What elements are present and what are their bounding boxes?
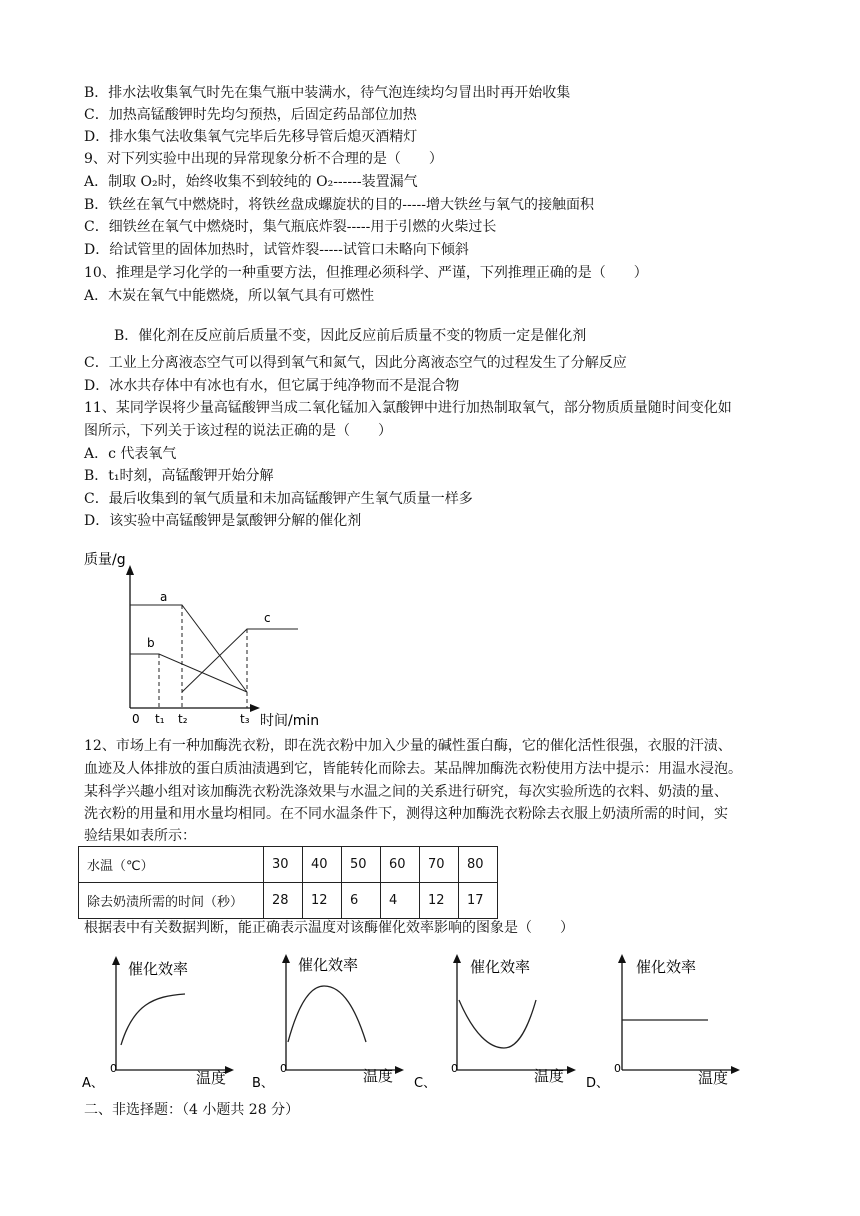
table-cell: 30 xyxy=(264,847,303,883)
q11-y-arrow xyxy=(126,565,134,575)
table-cell: 60 xyxy=(381,847,420,883)
table-cell: 50 xyxy=(342,847,381,883)
graph-d-option: D、 xyxy=(586,1076,610,1091)
q12-stem-line5: 验结果如表所示： xyxy=(84,828,196,844)
q10-option-c: C．工业上分离液态空气可以得到氧气和氮气，因此分离液态空气的过程发生了分解反应 xyxy=(84,355,627,371)
graph-c-origin: 0 xyxy=(451,1062,458,1075)
q9-option-d: D．给试管里的固体加热时，试管炸裂-----试管口未略向下倾斜 xyxy=(84,242,469,258)
q11-tick-t2: t₂ xyxy=(178,712,188,726)
q11-label-b: b xyxy=(147,636,155,650)
graph-a-y-label: 催化效率 xyxy=(128,960,189,978)
table-cell: 6 xyxy=(342,883,381,919)
table-header-water-temp: 水温（℃） xyxy=(79,847,264,883)
graph-c-option: C、 xyxy=(414,1076,437,1091)
q12-stem-line2: 血迹及人体排放的蛋白质油渍遇到它，皆能转化而除去。某品牌加酶洗衣粉使用方法中提示：用温水浸泡。 xyxy=(84,761,742,777)
graph-a-curve xyxy=(121,994,185,1045)
q9-option-c: C．细铁丝在氧气中燃烧时，集气瓶底炸裂-----用于引燃的火柴过长 xyxy=(84,219,497,235)
graph-b-x-label: 温度 xyxy=(363,1067,394,1085)
q10-stem: 10、推理是学习化学的一种重要方法，但推理必须科学、严谨，下列推理正确的是（ ） xyxy=(84,265,648,281)
q11-tick-t3: t₃ xyxy=(240,712,250,726)
graph-d-origin: 0 xyxy=(614,1062,621,1075)
graph-a-x-arrow xyxy=(225,1066,234,1074)
q11-stem-line1: 11、某同学误将少量高锰酸钾当成二氧化锰加入氯酸钾中进行加热制取氧气，部分物质质量随时间变化如 xyxy=(84,400,732,416)
q9-stem: 9、对下列实验中出现的异常现象分析不合理的是（ ） xyxy=(84,151,443,167)
graph-d-x-arrow xyxy=(731,1066,740,1074)
q11-origin-label: 0 xyxy=(132,712,140,726)
graph-c-x-label: 温度 xyxy=(534,1067,565,1085)
graph-c-y-label: 催化效率 xyxy=(470,958,531,976)
q12-question: 根据表中有关数据判断，能正确表示温度对该酶催化效率影响的图象是（ ） xyxy=(84,920,574,936)
graph-b-y-arrow xyxy=(282,954,290,963)
graph-c-y-arrow xyxy=(453,954,461,963)
q12-data-table xyxy=(78,846,498,919)
graph-a-origin: 0 xyxy=(110,1062,117,1075)
q11-x-arrow xyxy=(250,704,260,712)
q10-option-b: B．催化剂在反应前后质量不变，因此反应前后质量不变的物质一定是催化剂 xyxy=(114,328,587,344)
graph-b-origin: 0 xyxy=(280,1062,287,1075)
q10-option-d: D．冰水共存体中有冰也有水，但它属于纯净物而不是混合物 xyxy=(84,378,460,394)
table-cell: 70 xyxy=(420,847,459,883)
table-header-time: 除去奶渍所需的时间（秒） xyxy=(79,883,264,919)
q12-stem-line3: 某科学兴趣小组对该加酶洗衣粉洗涤效果与水温之间的关系进行研究，每次实验所选的衣料、奶渍的量、 xyxy=(84,784,728,800)
table-row xyxy=(79,847,498,883)
q11-label-a: a xyxy=(160,590,168,604)
table-row xyxy=(79,883,498,919)
q12-graph-a xyxy=(78,950,258,1090)
table-cell: 28 xyxy=(264,883,303,919)
q12-graph-c xyxy=(412,950,592,1090)
q10-option-a: A．木炭在氧气中能燃烧，所以氧气具有可燃性 xyxy=(84,288,375,304)
q11-option-d: D．该实验中高锰酸钾是氯酸钾分解的催化剂 xyxy=(84,513,362,529)
q12-stem-line4: 洗衣粉的用量和用水量均相同。在不同水温条件下，测得这种加酶洗衣粉除去衣服上奶渍所需的时间，实 xyxy=(84,806,728,822)
section-2-heading: 二、非选择题：（4 小题共 28 分） xyxy=(84,1102,300,1118)
q11-mass-time-figure xyxy=(80,545,340,735)
q11-option-b: B．t₁时刻，高锰酸钾开始分解 xyxy=(84,468,274,484)
graph-d-y-arrow xyxy=(618,954,626,963)
table-cell: 40 xyxy=(303,847,342,883)
graph-a-y-arrow xyxy=(112,956,120,965)
q12-graph-b xyxy=(248,950,428,1090)
graph-a-option: A、 xyxy=(82,1076,104,1091)
q11-y-axis-label: 质量/g xyxy=(84,552,126,568)
q11-stem-line2: 图所示，下列关于该过程的说法正确的是（ ） xyxy=(84,423,392,439)
graph-a-x-label: 温度 xyxy=(196,1069,227,1087)
graph-b-option: B、 xyxy=(252,1076,274,1091)
table-cell: 17 xyxy=(459,883,498,919)
q8-option-d: D．排水集气法收集氧气完毕后先移导管后熄灭酒精灯 xyxy=(84,129,418,145)
q9-option-a: A．制取 O₂时，始终收集不到较纯的 O₂------装置漏气 xyxy=(84,174,418,190)
q9-option-b: B．铁丝在氧气中燃烧时，将铁丝盘成螺旋状的目的-----增大铁丝与氧气的接触面积 xyxy=(84,197,594,213)
table-cell: 80 xyxy=(459,847,498,883)
graph-b-x-arrow xyxy=(395,1066,404,1074)
q11-label-c: c xyxy=(264,611,271,625)
table-cell: 12 xyxy=(303,883,342,919)
table-cell: 12 xyxy=(420,883,459,919)
graph-d-y-label: 催化效率 xyxy=(636,958,697,976)
q11-tick-t1: t₁ xyxy=(155,712,165,726)
q8-option-c: C．加热高锰酸钾时先均匀预热，后固定药品部位加热 xyxy=(84,107,417,123)
q11-option-c: C．最后收集到的氧气质量和未加高锰酸钾产生氧气质量一样多 xyxy=(84,491,473,507)
graph-c-curve xyxy=(459,1000,536,1048)
graph-c-x-arrow xyxy=(567,1066,576,1074)
graph-b-y-label: 催化效率 xyxy=(298,956,359,974)
graph-d-x-label: 温度 xyxy=(698,1069,729,1087)
q8-option-b: B．排水法收集氧气时先在集气瓶中装满水，待气泡连续均匀冒出时再开始收集 xyxy=(84,85,571,101)
q11-option-a: A．c 代表氧气 xyxy=(84,446,177,462)
q12-stem-line1: 12、市场上有一种加酶洗衣粉，即在洗衣粉中加入少量的碱性蛋白酶，它的催化活性很强，衣服的汗渍、 xyxy=(84,738,732,754)
table-cell: 4 xyxy=(381,883,420,919)
graph-b-curve xyxy=(288,986,366,1042)
q12-graph-d xyxy=(584,950,764,1090)
q11-x-axis-label: 时间/min xyxy=(260,713,320,729)
